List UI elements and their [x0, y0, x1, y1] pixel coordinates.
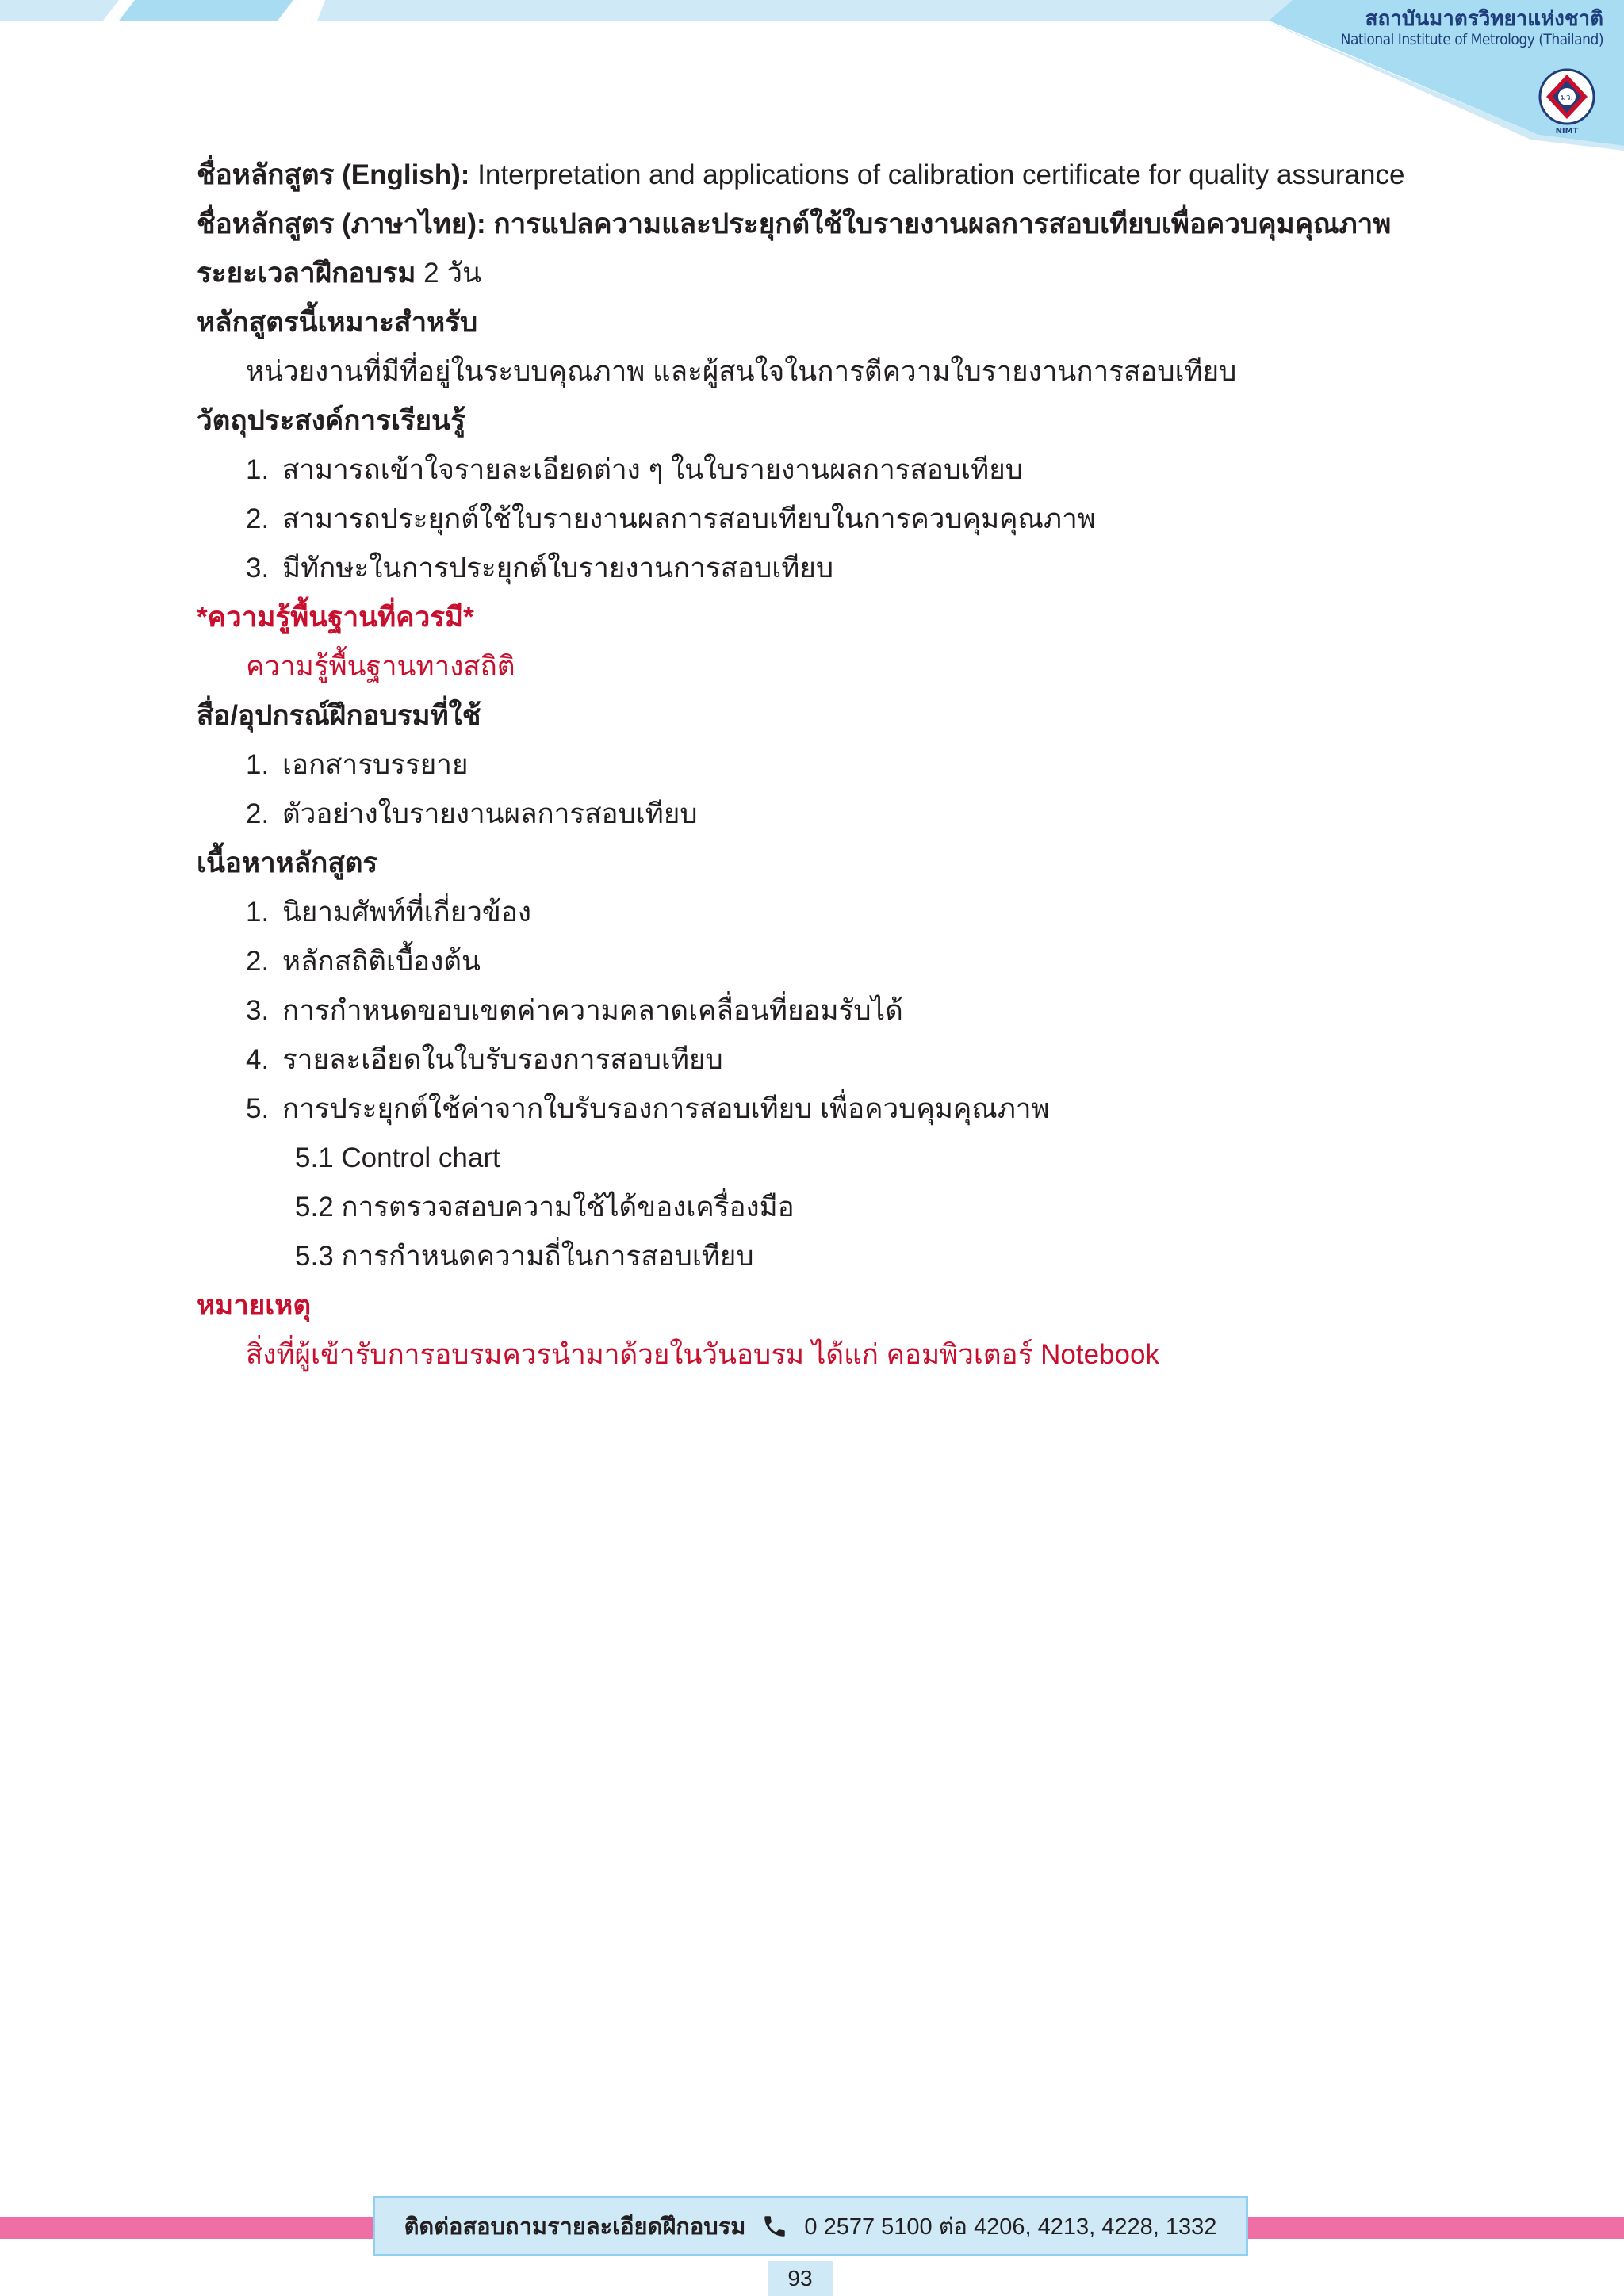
media-heading: สื่อ/อุปกรณ์ฝึกอบรมที่ใช้	[197, 700, 481, 731]
content-item: 1. นิยามศัพท์ที่เกี่ยวข้อง	[246, 897, 531, 928]
course-name-en-label: ชื่อหลักสูตร (English):	[197, 159, 470, 190]
contact-label: ติดต่อสอบถามรายละเอียดฝึกอบรม	[404, 2214, 746, 2240]
duration-row	[197, 249, 1481, 298]
audience-heading: หลักสูตรนี้เหมาะสำหรับ	[197, 307, 478, 338]
logo-abbr: NIMT	[1555, 127, 1579, 135]
course-details	[197, 151, 1481, 1380]
audience-text: หน่วยงานที่มีที่อยู่ในระบบคุณภาพ และผู้สนใจในการตีความใบรายงานการสอบเทียบ	[246, 356, 1237, 387]
objective-item: 3. มีทักษะในการประยุกต์ใบรายงานการสอบเทียบ	[246, 553, 834, 584]
course-name-th-label: ชื่อหลักสูตร (ภาษาไทย):	[197, 209, 486, 239]
content-subitem: 5.2 การตรวจสอบความใช้ได้ของเครื่องมือ	[295, 1192, 795, 1223]
nimt-logo	[1529, 67, 1605, 135]
content-item: 4. รายละเอียดในใบรับรองการสอบเทียบ	[246, 1044, 723, 1075]
content-item: 5. การประยุกต์ใช้ค่าจากใบรับรองการสอบเทียบ เพื่อควบคุมคุณภาพ	[246, 1093, 1050, 1124]
content-subitem: 5.1 Control chart	[295, 1142, 500, 1173]
contents-heading: เนื้อหาหลักสูตร	[197, 848, 378, 878]
page-number: 93	[768, 2261, 833, 2296]
contact-box	[373, 2196, 1248, 2256]
note-text: สิ่งที่ผู้เข้ารับการอบรมควรนำมาด้วยในวันอบรม ได้แก่ คอมพิวเตอร์ Notebook	[246, 1339, 1159, 1370]
course-name-th: การแปลความและประยุกต์ใช้ใบรายงานผลการสอบเทียบเพื่อควบคุมคุณภาพ	[493, 209, 1392, 239]
objective-item: 2. สามารถประยุกต์ใช้ใบรายงานผลการสอบเทียบในการควบคุมคุณภาพ	[246, 503, 1096, 534]
org-name-en: National Institute of Metrology (Thailand)	[1340, 30, 1603, 48]
phone-icon	[760, 2211, 790, 2241]
media-item: 2. ตัวอย่างใบรายงานผลการสอบเทียบ	[246, 798, 698, 829]
media-item: 1. เอกสารบรรยาย	[246, 749, 469, 780]
content-item: 2. หลักสถิติเบื้องต้น	[246, 946, 481, 977]
objectives-heading: วัตถุประสงค์การเรียนรู้	[197, 405, 465, 436]
note-heading: หมายเหตุ	[197, 1290, 312, 1321]
course-name-en: Interpretation and applications of calibration certificate for quality assurance	[477, 159, 1405, 190]
duration-value: 2 วัน	[423, 258, 481, 289]
content-subitem: 5.3 การกำหนดความถี่ในการสอบเทียบ	[295, 1241, 754, 1272]
objective-item: 1. สามารถเข้าใจรายละเอียดต่าง ๆ ในใบรายงานผลการสอบเทียบ	[246, 454, 1023, 485]
org-name-th: สถาบันมาตรวิทยาแห่งชาติ	[1365, 7, 1603, 31]
course-name-en-row	[197, 151, 1481, 200]
logo-text: มว.	[1561, 94, 1573, 102]
contact-phone: 0 2577 5100 ต่อ 4206, 4213, 4228, 1332	[804, 2214, 1217, 2240]
content-item: 3. การกำหนดขอบเขตค่าความคลาดเคลื่อนที่ยอมรับได้	[246, 995, 903, 1026]
prerequisite-text: ความรู้พื้นฐานทางสถิติ	[246, 651, 515, 682]
course-name-th-row	[197, 200, 1481, 249]
org-name	[1341, 8, 1603, 49]
duration-label: ระยะเวลาฝึกอบรม	[197, 258, 416, 289]
prerequisite-heading: *ความรู้พื้นฐานที่ควรมี*	[197, 602, 474, 633]
